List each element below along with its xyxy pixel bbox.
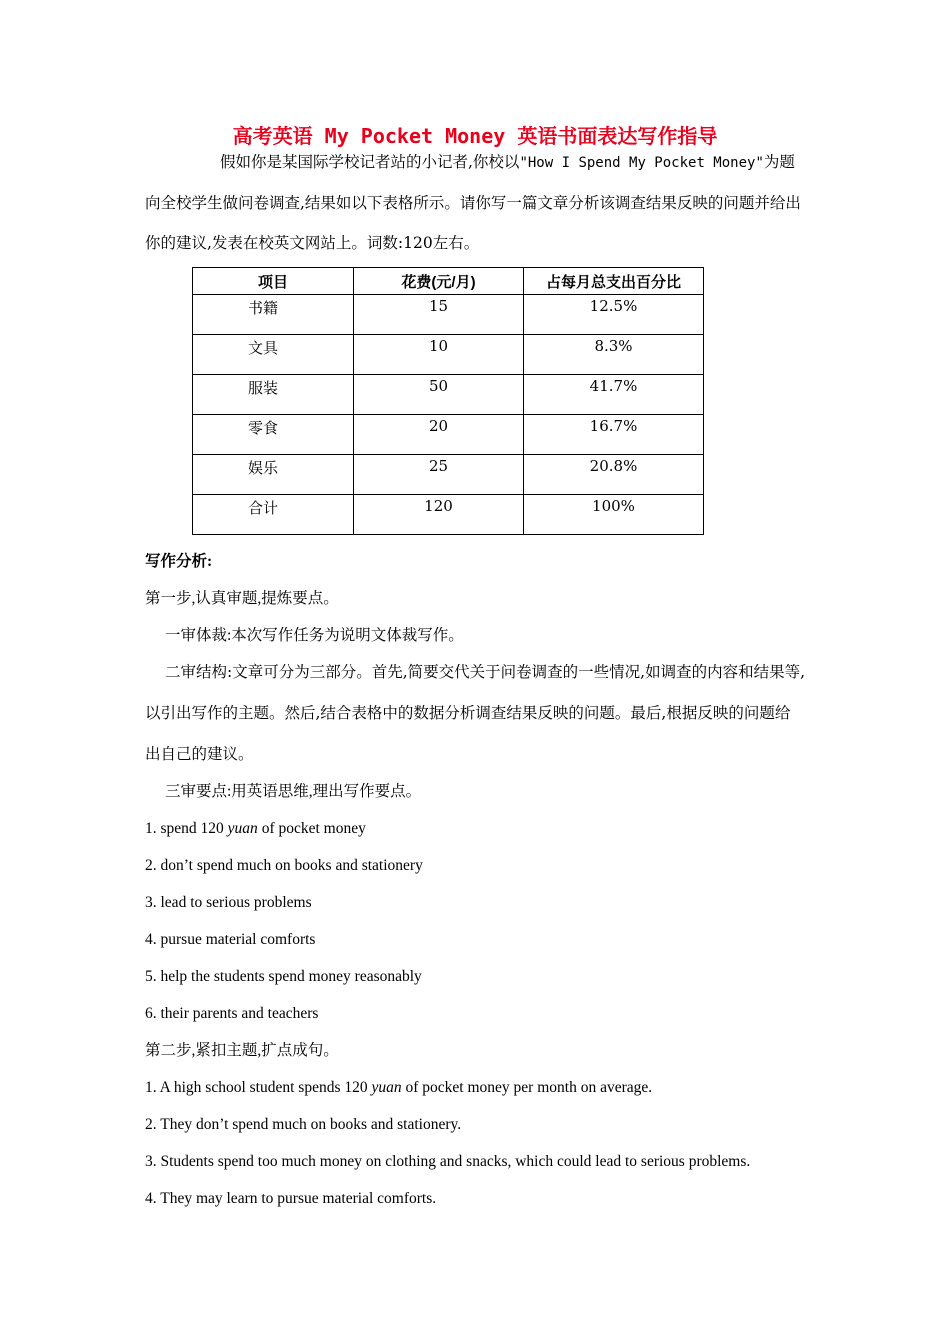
table-row: [193, 335, 704, 375]
cell-percent: 16.7%: [524, 415, 704, 455]
table-row: [193, 375, 704, 415]
table-row: [193, 455, 704, 495]
table-header-row: [193, 268, 704, 295]
cell-cost: 10: [354, 335, 524, 375]
spending-table: [192, 267, 704, 535]
point-6: 6. their parents and teachers: [145, 1005, 319, 1022]
cell-percent: 12.5%: [524, 295, 704, 335]
cell-cost: 20: [354, 415, 524, 455]
step-two: 第二步,紧扣主题,扩点成句。: [145, 1042, 339, 1059]
sentence-4: 4. They may learn to pursue material comforts.: [145, 1190, 437, 1207]
header-cost: 花费(元/月): [354, 268, 524, 295]
point-5: 5. help the students spend money reasonably: [145, 968, 422, 985]
task-prompt: [145, 142, 810, 263]
cell-percent: 41.7%: [524, 375, 704, 415]
table-row: [193, 415, 704, 455]
cell-item: 合计: [193, 495, 354, 535]
sentence-1: 1. A high school student spends 120 yuan of pocket money per month on average.: [145, 1079, 653, 1096]
cell-cost: 25: [354, 455, 524, 495]
cell-percent: 8.3%: [524, 335, 704, 375]
point-1: 1. spend 120 yuan of pocket money: [145, 820, 366, 837]
review-genre: 一审体裁:本次写作任务为说明文体裁写作。: [165, 627, 464, 644]
table-row-total: [193, 495, 704, 535]
prompt-text-end: 为题向全校学生做问卷调查,结果如以下表格所示。请你写一篇文章分析该调查结果反映的问题并给出你的建议,发表在校英文网站上。词数:120左右。: [145, 153, 801, 252]
analysis-heading: 写作分析:: [145, 553, 213, 570]
cell-cost: 15: [354, 295, 524, 335]
cell-percent: 100%: [524, 495, 704, 535]
cell-cost: 50: [354, 375, 524, 415]
table-row: [193, 295, 704, 335]
prompt-quoted-title: "How I Spend My Pocket Money": [519, 155, 764, 171]
cell-item: 书籍: [193, 295, 354, 335]
header-item: 项目: [193, 268, 354, 295]
header-percent: 占每月总支出百分比: [524, 268, 704, 295]
sentence-2: 2. They don’t spend much on books and stationery.: [145, 1116, 462, 1133]
review-structure: 二审结构:文章可分为三部分。首先,简要交代关于问卷调查的一些情况,如调查的内容和结果等,以引出写作的主题。然后,结合表格中的数据分析调查结果反映的问题。最后,根据反映的问题给出自己的建议。: [145, 663, 806, 763]
cell-item: 零食: [193, 415, 354, 455]
cell-percent: 20.8%: [524, 455, 704, 495]
cell-cost: 120: [354, 495, 524, 535]
point-2: 2. don’t spend much on books and stationery: [145, 857, 423, 874]
cell-item: 服装: [193, 375, 354, 415]
step-one: 第一步,认真审题,提炼要点。: [145, 590, 339, 607]
document-title: 高考英语 My Pocket Money 英语书面表达写作指导: [232, 124, 718, 148]
review-points: 三审要点:用英语思维,理出写作要点。: [165, 783, 422, 800]
prompt-text-start: 假如你是某国际学校记者站的小记者,你校以: [220, 153, 520, 171]
cell-item: 娱乐: [193, 455, 354, 495]
point-3: 3. lead to serious problems: [145, 894, 312, 911]
point-4: 4. pursue material comforts: [145, 931, 316, 948]
cell-item: 文具: [193, 335, 354, 375]
sentence-3: 3. Students spend too much money on clothing and snacks, which could lead to serious problems.: [145, 1153, 751, 1170]
